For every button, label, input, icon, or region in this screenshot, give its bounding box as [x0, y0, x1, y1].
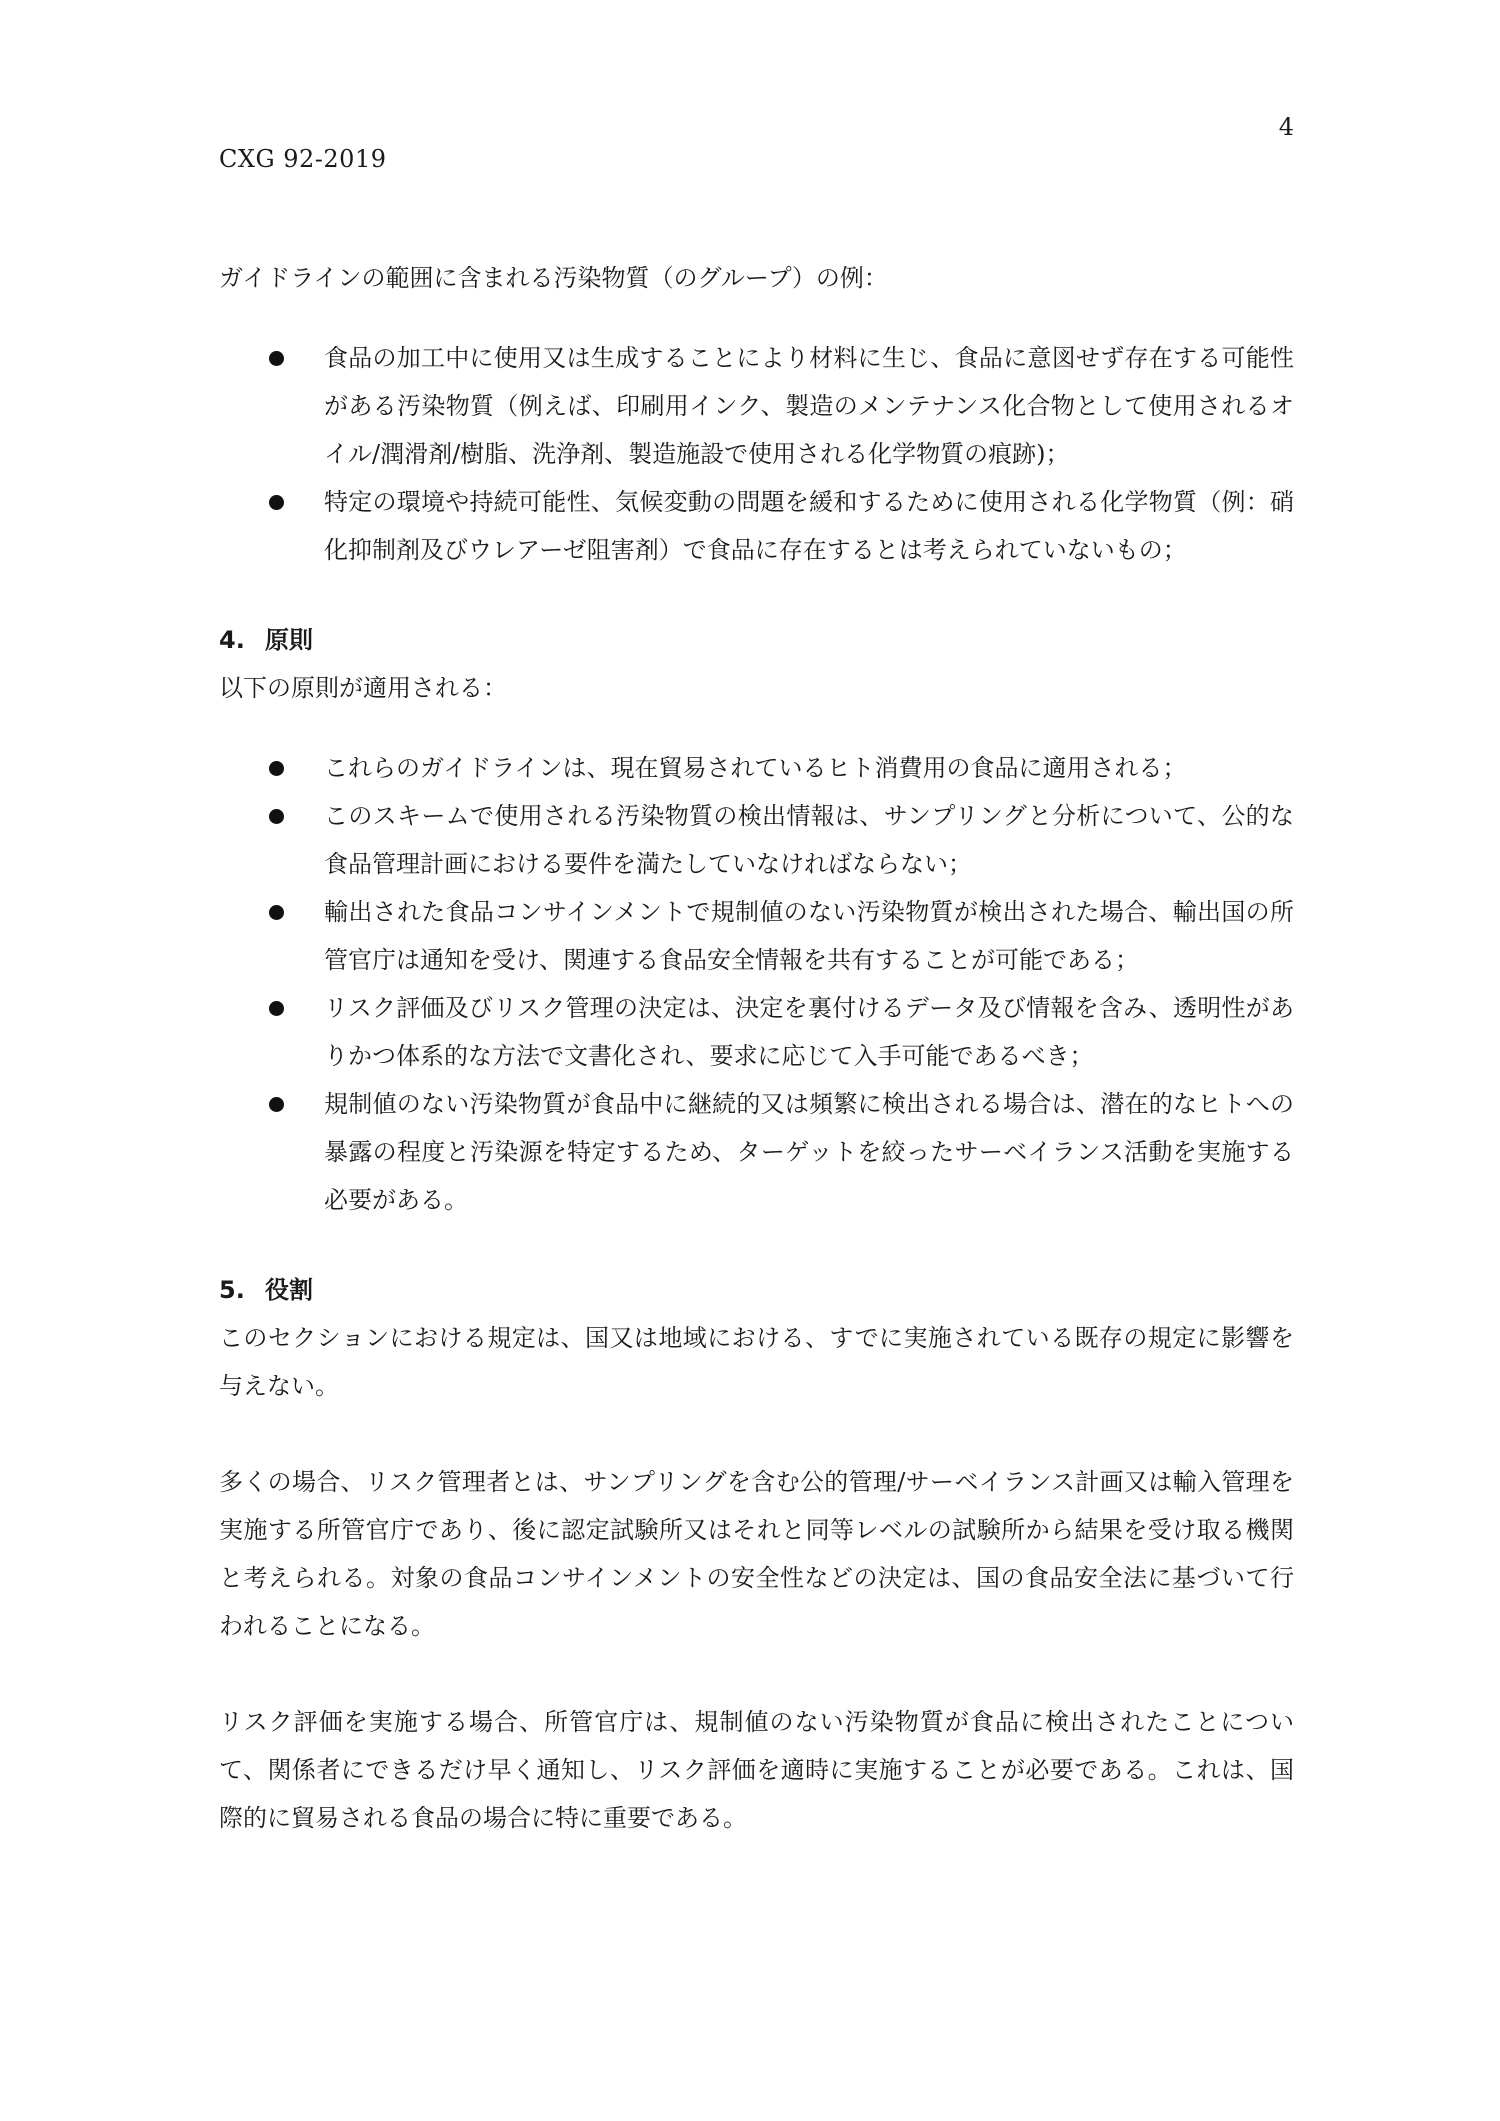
list-item	[219, 1080, 1294, 1224]
section-heading-4	[219, 616, 1294, 664]
list-item-text: このスキームで使用される汚染物質の検出情報は、サンプリングと分析について、公的な食品管理計画における要件を満たしていなければならない；	[324, 802, 1294, 878]
document-code: CXG 92-2019	[219, 145, 387, 173]
list-item-text: 規制値のない汚染物質が食品中に継続的又は頻繁に検出される場合は、潜在的なヒトへの暴露の程度と汚染源を特定するため、ターゲットを絞ったサーベイランス活動を実施する必要がある。	[324, 1090, 1294, 1214]
bullet-icon	[269, 809, 284, 824]
list-item	[219, 478, 1294, 574]
bullet-icon	[269, 1097, 284, 1112]
bullet-icon	[269, 761, 284, 776]
document-body	[219, 254, 1294, 1842]
section-heading-5	[219, 1266, 1294, 1314]
list-item-text: 特定の環境や持続可能性、気候変動の問題を緩和するために使用される化学物質（例：硝化抑制剤及びウレアーゼ阻害剤）で食品に存在するとは考えられていないもの；	[324, 488, 1294, 564]
page-number: 4	[1278, 113, 1294, 141]
intro-bullet-list	[219, 334, 1294, 574]
section-title: 原則	[265, 626, 313, 654]
body-paragraph: リスク評価を実施する場合、所管官庁は、規制値のない汚染物質が食品に検出されたことについて、関係者にできるだけ早く通知し、リスク評価を適時に実施することが必要である。これは、国際的に貿易される食品の場合に特に重要である。	[219, 1708, 1294, 1832]
bullet-icon	[269, 351, 284, 366]
section-number: 4.	[219, 626, 245, 654]
body-paragraph: 多くの場合、リスク管理者とは、サンプリングを含む公的管理/サーベイランス計画又は輸入管理を実施する所管官庁であり、後に認定試験所又はそれと同等レベルの試験所から結果を受け取る機関と考えられる。対象の食品コンサインメントの安全性などの決定は、国の食品安全法に基づいて行われることになる。	[219, 1468, 1294, 1640]
list-item-text: 食品の加工中に使用又は生成することにより材料に生じ、食品に意図せず存在する可能性がある汚染物質（例えば、印刷用インク、製造のメンテナンス化合物として使用されるオイル/潤滑剤/樹脂、洗浄剤、製造施設で使用される化学物質の痕跡)；	[324, 344, 1294, 468]
section-title: 役割	[265, 1276, 313, 1304]
section-number: 5.	[219, 1276, 245, 1304]
list-item	[219, 792, 1294, 888]
bullet-icon	[269, 1001, 284, 1016]
principles-bullet-list	[219, 744, 1294, 1224]
bullet-icon	[269, 905, 284, 920]
section-lead: 以下の原則が適用される：	[219, 674, 507, 702]
intro-paragraph: ガイドラインの範囲に含まれる汚染物質（のグループ）の例：	[219, 264, 888, 292]
list-item-text: リスク評価及びリスク管理の決定は、決定を裏付けるデータ及び情報を含み、透明性がありかつ体系的な方法で文書化され、要求に応じて入手可能であるべき；	[324, 994, 1294, 1070]
list-item	[219, 744, 1294, 792]
list-item	[219, 334, 1294, 478]
list-item-text: 輸出された食品コンサインメントで規制値のない汚染物質が検出された場合、輸出国の所管官庁は通知を受け、関連する食品安全情報を共有することが可能である；	[324, 898, 1294, 974]
bullet-icon	[269, 495, 284, 510]
body-paragraph: このセクションにおける規定は、国又は地域における、すでに実施されている既存の規定に影響を与えない。	[219, 1324, 1294, 1400]
list-item-text: これらのガイドラインは、現在貿易されているヒト消費用の食品に適用される；	[324, 754, 1187, 782]
list-item	[219, 888, 1294, 984]
list-item	[219, 984, 1294, 1080]
